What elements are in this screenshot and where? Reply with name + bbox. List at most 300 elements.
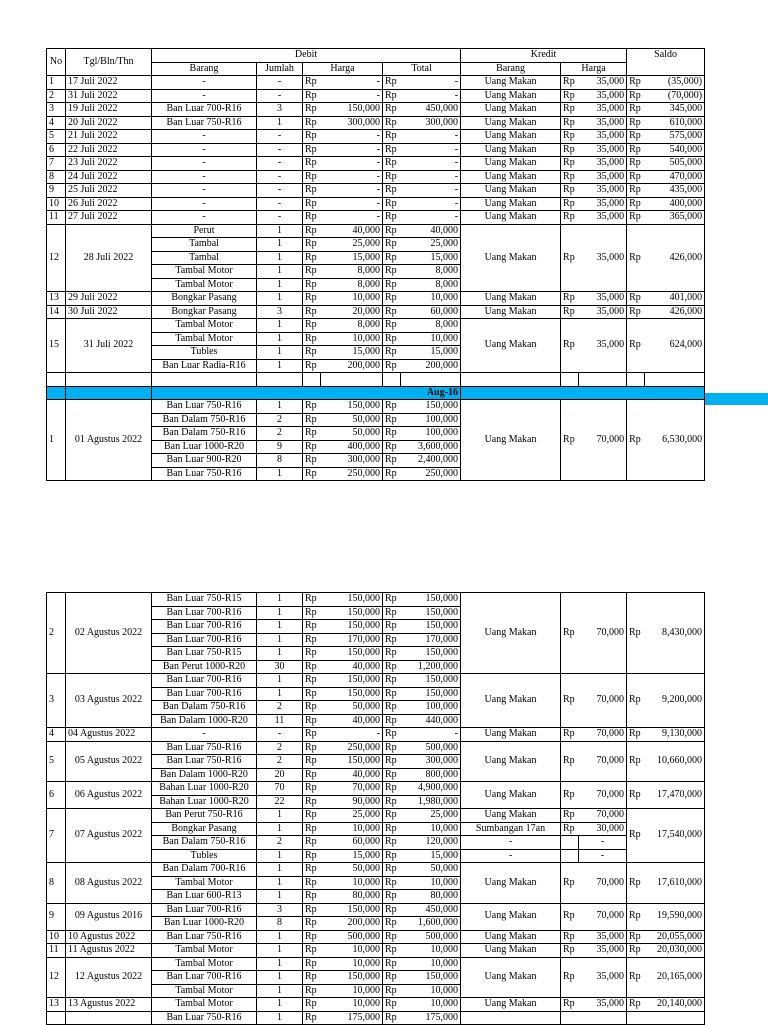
currency-label: Rp	[561, 76, 579, 90]
saldo-value: 20,030,000	[645, 944, 705, 958]
debit-harga: -	[321, 76, 383, 90]
row-number: 9	[47, 903, 66, 930]
kredit-barang: Uang Makan	[461, 930, 561, 944]
row-date: 26 Juli 2022	[66, 197, 152, 211]
row-number: 6	[47, 143, 66, 157]
currency-label: Rp	[627, 157, 645, 171]
currency-label: Rp	[303, 292, 321, 306]
debit-harga: 40,000	[321, 660, 383, 674]
debit-jumlah: 1	[257, 400, 303, 414]
kredit-barang: -	[461, 836, 561, 850]
table-row	[47, 211, 705, 225]
saldo-value: 9,130,000	[645, 728, 705, 742]
debit-jumlah: 8	[257, 917, 303, 931]
debit-total: 200,000	[401, 359, 461, 373]
debit-jumlah: 1	[257, 687, 303, 701]
currency-label: Rp	[303, 795, 321, 809]
debit-jumlah: 2	[257, 741, 303, 755]
currency-label: Rp	[383, 593, 401, 607]
currency-label: Rp	[303, 903, 321, 917]
debit-total: 10,000	[401, 984, 461, 998]
currency-label: Rp	[303, 265, 321, 279]
kredit-barang: Uang Makan	[461, 903, 561, 930]
debit-jumlah: 1	[257, 620, 303, 634]
currency-label: Rp	[383, 863, 401, 877]
currency-label: Rp	[561, 957, 579, 998]
ledger-body-july	[47, 76, 705, 481]
debit-barang: Ban Luar 900-R20	[152, 454, 257, 468]
debit-barang: -	[152, 143, 257, 157]
currency-label: Rp	[627, 89, 645, 103]
debit-harga: 150,000	[321, 674, 383, 688]
col-debit: Debit	[152, 49, 461, 63]
saldo-value: 17,470,000	[645, 782, 705, 809]
debit-barang: -	[152, 211, 257, 225]
debit-barang: Ban Luar 700-R16	[152, 103, 257, 117]
debit-harga: 50,000	[321, 701, 383, 715]
debit-harga: 150,000	[321, 103, 383, 117]
kredit-barang: Uang Makan	[461, 809, 561, 823]
currency-label: Rp	[383, 427, 401, 441]
currency-label: Rp	[561, 903, 579, 930]
debit-harga: 175,000	[321, 1011, 383, 1025]
saldo-value: 540,000	[645, 143, 705, 157]
currency-label: Rp	[383, 957, 401, 971]
kredit-harga: 35,000	[579, 224, 627, 292]
debit-harga: 250,000	[321, 467, 383, 481]
currency-label: Rp	[383, 143, 401, 157]
debit-jumlah: 1	[257, 278, 303, 292]
debit-harga: 50,000	[321, 413, 383, 427]
empty-cell	[66, 373, 152, 387]
saldo-value: 624,000	[645, 319, 705, 373]
kredit-barang: Uang Makan	[461, 674, 561, 728]
section-header-row	[47, 386, 705, 400]
debit-harga: 400,000	[321, 440, 383, 454]
currency-label: Rp	[383, 998, 401, 1012]
kredit-barang: Uang Makan	[461, 319, 561, 373]
debit-barang: Ban Luar 700-R16	[152, 633, 257, 647]
debit-harga: 150,000	[321, 620, 383, 634]
saldo-value: 8,430,000	[645, 593, 705, 674]
debit-barang: Ban Luar 1000-R20	[152, 440, 257, 454]
debit-harga: -	[321, 143, 383, 157]
currency-label: Rp	[303, 944, 321, 958]
debit-total: 25,000	[401, 238, 461, 252]
table-row	[47, 305, 705, 319]
currency-label: Rp	[627, 957, 645, 998]
row-date: 05 Agustus 2022	[66, 741, 152, 782]
row-number: 8	[47, 863, 66, 904]
debit-harga: 15,000	[321, 849, 383, 863]
kredit-harga: 70,000	[579, 593, 627, 674]
currency-label: Rp	[383, 211, 401, 225]
currency-label: Rp	[561, 593, 579, 674]
currency-label: Rp	[303, 660, 321, 674]
currency-label: Rp	[627, 903, 645, 930]
debit-total: 440,000	[401, 714, 461, 728]
row-date: 06 Agustus 2022	[66, 782, 152, 809]
debit-total: 15,000	[401, 251, 461, 265]
currency-label: Rp	[561, 116, 579, 130]
saldo-value: 470,000	[645, 170, 705, 184]
row-date: 20 Juli 2022	[66, 116, 152, 130]
debit-barang: Ban Luar 750-R15	[152, 593, 257, 607]
table-row	[47, 957, 705, 971]
table-row	[47, 741, 705, 755]
currency-label: Rp	[561, 930, 579, 944]
debit-barang: Tambal Motor	[152, 957, 257, 971]
debit-barang: Ban Dalam 1000-R20	[152, 714, 257, 728]
currency-label: Rp	[383, 714, 401, 728]
debit-barang: -	[152, 76, 257, 90]
debit-jumlah: 8	[257, 454, 303, 468]
debit-total: -	[401, 170, 461, 184]
currency-label: Rp	[627, 400, 645, 481]
empty-cell	[461, 386, 705, 400]
empty-cell	[47, 373, 66, 387]
kredit-harga: 35,000	[579, 157, 627, 171]
debit-jumlah: 1	[257, 633, 303, 647]
debit-total: 150,000	[401, 687, 461, 701]
saldo-value: 401,000	[645, 292, 705, 306]
kredit-harga: -	[579, 849, 627, 863]
debit-harga: 10,000	[321, 822, 383, 836]
currency-label: Rp	[303, 674, 321, 688]
debit-total: 8,000	[401, 278, 461, 292]
debit-harga: 10,000	[321, 876, 383, 890]
debit-jumlah: 1	[257, 809, 303, 823]
currency-label: Rp	[627, 741, 645, 782]
debit-total: 800,000	[401, 768, 461, 782]
debit-jumlah: 70	[257, 782, 303, 796]
saldo-value: (70,000)	[645, 89, 705, 103]
currency-label: Rp	[383, 849, 401, 863]
currency-label: Rp	[383, 224, 401, 238]
table-row	[47, 674, 705, 688]
row-date: 12 Agustus 2022	[66, 957, 152, 998]
debit-jumlah: 1	[257, 971, 303, 985]
currency-label: Rp	[561, 822, 579, 836]
debit-harga: -	[321, 728, 383, 742]
row-date: 30 Juli 2022	[66, 305, 152, 319]
debit-harga: 10,000	[321, 998, 383, 1012]
row-date: 04 Agustus 2022	[66, 728, 152, 742]
currency-label: Rp	[561, 400, 579, 481]
currency-label	[561, 1011, 579, 1025]
currency-label: Rp	[383, 930, 401, 944]
currency-label: Rp	[303, 930, 321, 944]
kredit-barang: Uang Makan	[461, 89, 561, 103]
currency-label: Rp	[561, 143, 579, 157]
kredit-harga: 70,000	[579, 400, 627, 481]
debit-jumlah: 3	[257, 305, 303, 319]
debit-jumlah: 22	[257, 795, 303, 809]
currency-label: Rp	[383, 1011, 401, 1025]
kredit-harga: 70,000	[579, 903, 627, 930]
row-number	[47, 1011, 66, 1025]
debit-total: 10,000	[401, 332, 461, 346]
currency-label: Rp	[383, 130, 401, 144]
empty-cell	[579, 373, 627, 387]
currency-label: Rp	[627, 143, 645, 157]
row-number: 4	[47, 116, 66, 130]
debit-harga: 150,000	[321, 687, 383, 701]
row-date: 13 Agustus 2022	[66, 998, 152, 1012]
debit-harga: 250,000	[321, 741, 383, 755]
debit-harga: -	[321, 197, 383, 211]
table-row	[47, 143, 705, 157]
kredit-harga: 35,000	[579, 184, 627, 198]
currency-label: Rp	[383, 265, 401, 279]
currency-label: Rp	[383, 701, 401, 715]
debit-total: 100,000	[401, 701, 461, 715]
debit-total: 2,400,000	[401, 454, 461, 468]
debit-barang: Tambal Motor	[152, 998, 257, 1012]
currency-label: Rp	[383, 633, 401, 647]
empty-cell	[627, 373, 645, 387]
debit-total: 50,000	[401, 863, 461, 877]
kredit-harga: 35,000	[579, 103, 627, 117]
saldo-value: 610,000	[645, 116, 705, 130]
currency-label: Rp	[383, 454, 401, 468]
currency-label: Rp	[627, 998, 645, 1012]
row-number: 12	[47, 224, 66, 292]
debit-total: 150,000	[401, 674, 461, 688]
kredit-harga	[579, 1011, 627, 1025]
debit-barang: Tubles	[152, 346, 257, 360]
currency-label: Rp	[303, 849, 321, 863]
currency-label: Rp	[561, 728, 579, 742]
empty-cell	[561, 373, 579, 387]
row-number: 13	[47, 292, 66, 306]
saldo-value: 345,000	[645, 103, 705, 117]
currency-label: Rp	[383, 103, 401, 117]
debit-barang: Tambal	[152, 251, 257, 265]
currency-label: Rp	[561, 89, 579, 103]
currency-label: Rp	[383, 768, 401, 782]
table-row	[47, 157, 705, 171]
debit-jumlah: 1	[257, 674, 303, 688]
currency-label: Rp	[561, 224, 579, 292]
empty-cell	[303, 373, 321, 387]
debit-total: 10,000	[401, 876, 461, 890]
row-date: 02 Agustus 2022	[66, 593, 152, 674]
kredit-harga: 35,000	[579, 319, 627, 373]
kredit-barang: Uang Makan	[461, 728, 561, 742]
currency-label: Rp	[627, 319, 645, 373]
saldo-value: 426,000	[645, 224, 705, 292]
debit-barang: Ban Luar 700-R16	[152, 903, 257, 917]
debit-harga: 200,000	[321, 917, 383, 931]
currency-label: Rp	[561, 674, 579, 728]
saldo-value: (35,000)	[645, 76, 705, 90]
col-debit-total: Total	[383, 62, 461, 76]
debit-jumlah: 1	[257, 359, 303, 373]
currency-label: Rp	[383, 238, 401, 252]
kredit-barang: Uang Makan	[461, 143, 561, 157]
debit-jumlah: 1	[257, 346, 303, 360]
table-row	[47, 400, 705, 414]
currency-label: Rp	[627, 728, 645, 742]
kredit-harga: 35,000	[579, 930, 627, 944]
currency-label: Rp	[383, 76, 401, 90]
debit-total: -	[401, 184, 461, 198]
debit-jumlah: 1	[257, 319, 303, 333]
debit-jumlah: 1	[257, 224, 303, 238]
debit-total: 10,000	[401, 822, 461, 836]
debit-total: 150,000	[401, 647, 461, 661]
debit-harga: 500,000	[321, 930, 383, 944]
currency-label: Rp	[303, 741, 321, 755]
table-row	[47, 116, 705, 130]
currency-label: Rp	[383, 809, 401, 823]
debit-barang: -	[152, 130, 257, 144]
debit-harga: 150,000	[321, 593, 383, 607]
debit-harga: 150,000	[321, 606, 383, 620]
currency-label: Rp	[383, 413, 401, 427]
currency-label: Rp	[303, 143, 321, 157]
currency-label: Rp	[627, 116, 645, 130]
debit-barang: Ban Perut 1000-R20	[152, 660, 257, 674]
debit-barang: -	[152, 728, 257, 742]
debit-harga: 40,000	[321, 714, 383, 728]
currency-label: Rp	[561, 998, 579, 1012]
kredit-harga: -	[579, 836, 627, 850]
kredit-harga: 70,000	[579, 674, 627, 728]
debit-barang: Tambal Motor	[152, 332, 257, 346]
debit-jumlah: 1	[257, 238, 303, 252]
currency-label: Rp	[627, 103, 645, 117]
kredit-barang: Uang Makan	[461, 116, 561, 130]
currency-label	[627, 1011, 645, 1025]
currency-label: Rp	[561, 863, 579, 904]
table-row	[47, 903, 705, 917]
currency-label: Rp	[303, 971, 321, 985]
currency-label: Rp	[383, 606, 401, 620]
debit-jumlah: 3	[257, 103, 303, 117]
debit-jumlah: 1	[257, 930, 303, 944]
debit-total: 450,000	[401, 103, 461, 117]
debit-barang: Ban Dalam 750-R16	[152, 836, 257, 850]
currency-label: Rp	[383, 184, 401, 198]
table-row	[47, 130, 705, 144]
kredit-harga: 35,000	[579, 143, 627, 157]
currency-label: Rp	[303, 647, 321, 661]
debit-jumlah: 2	[257, 701, 303, 715]
debit-barang: Ban Luar 750-R16	[152, 930, 257, 944]
saldo-value: 400,000	[645, 197, 705, 211]
debit-jumlah: 1	[257, 998, 303, 1012]
table-row	[47, 1011, 705, 1025]
row-date: 10 Agustus 2022	[66, 930, 152, 944]
table-row	[47, 728, 705, 742]
row-number: 10	[47, 197, 66, 211]
currency-label: Rp	[383, 116, 401, 130]
currency-label: Rp	[383, 876, 401, 890]
debit-total: 10,000	[401, 957, 461, 971]
currency-label: Rp	[303, 170, 321, 184]
kredit-barang: Uang Makan	[461, 863, 561, 904]
saldo-value: 20,055,000	[645, 930, 705, 944]
debit-jumlah: 1	[257, 467, 303, 481]
kredit-barang: -	[461, 849, 561, 863]
debit-total: 10,000	[401, 292, 461, 306]
debit-jumlah: 1	[257, 332, 303, 346]
currency-label: Rp	[303, 957, 321, 971]
debit-harga: 90,000	[321, 795, 383, 809]
currency-label: Rp	[303, 278, 321, 292]
row-number: 2	[47, 593, 66, 674]
currency-label: Rp	[383, 795, 401, 809]
currency-label: Rp	[303, 782, 321, 796]
col-saldo: Saldo	[627, 49, 705, 76]
debit-harga: 170,000	[321, 633, 383, 647]
table-row	[47, 319, 705, 333]
debit-jumlah: 1	[257, 251, 303, 265]
currency-label: Rp	[627, 305, 645, 319]
debit-jumlah: -	[257, 143, 303, 157]
debit-jumlah: 2	[257, 413, 303, 427]
currency-label: Rp	[383, 822, 401, 836]
debit-harga: 150,000	[321, 647, 383, 661]
currency-label: Rp	[303, 305, 321, 319]
debit-barang: Ban Dalam 1000-R20	[152, 768, 257, 782]
debit-total: -	[401, 130, 461, 144]
kredit-barang: Uang Makan	[461, 998, 561, 1012]
debit-total: 300,000	[401, 116, 461, 130]
debit-total: 1,200,000	[401, 660, 461, 674]
table-row	[47, 170, 705, 184]
currency-label: Rp	[383, 674, 401, 688]
currency-label: Rp	[303, 728, 321, 742]
currency-label: Rp	[383, 89, 401, 103]
debit-barang: Tambal Motor	[152, 319, 257, 333]
currency-label: Rp	[303, 467, 321, 481]
debit-barang: Ban Luar 700-R16	[152, 687, 257, 701]
row-date: 24 Juli 2022	[66, 170, 152, 184]
currency-label: Rp	[303, 822, 321, 836]
debit-jumlah: 1	[257, 984, 303, 998]
currency-label: Rp	[303, 984, 321, 998]
debit-jumlah: 1	[257, 647, 303, 661]
debit-harga: 10,000	[321, 984, 383, 998]
debit-barang: Ban Luar 750-R16	[152, 116, 257, 130]
currency-label: Rp	[383, 292, 401, 306]
currency-label: Rp	[303, 359, 321, 373]
debit-jumlah: 20	[257, 768, 303, 782]
empty-cell	[401, 373, 461, 387]
row-number: 7	[47, 157, 66, 171]
currency-label: Rp	[383, 319, 401, 333]
currency-label: Rp	[627, 944, 645, 958]
debit-barang: Bongkar Pasang	[152, 292, 257, 306]
debit-total: 60,000	[401, 305, 461, 319]
row-date: 17 Juli 2022	[66, 76, 152, 90]
debit-total: 8,000	[401, 265, 461, 279]
debit-harga: 300,000	[321, 116, 383, 130]
kredit-harga: 35,000	[579, 76, 627, 90]
debit-jumlah: 1	[257, 957, 303, 971]
debit-jumlah: -	[257, 197, 303, 211]
debit-jumlah: -	[257, 76, 303, 90]
kredit-barang: Uang Makan	[461, 197, 561, 211]
currency-label: Rp	[303, 440, 321, 454]
debit-harga: 200,000	[321, 359, 383, 373]
saldo-value: 17,540,000	[645, 809, 705, 863]
debit-harga: 150,000	[321, 755, 383, 769]
row-number: 9	[47, 184, 66, 198]
